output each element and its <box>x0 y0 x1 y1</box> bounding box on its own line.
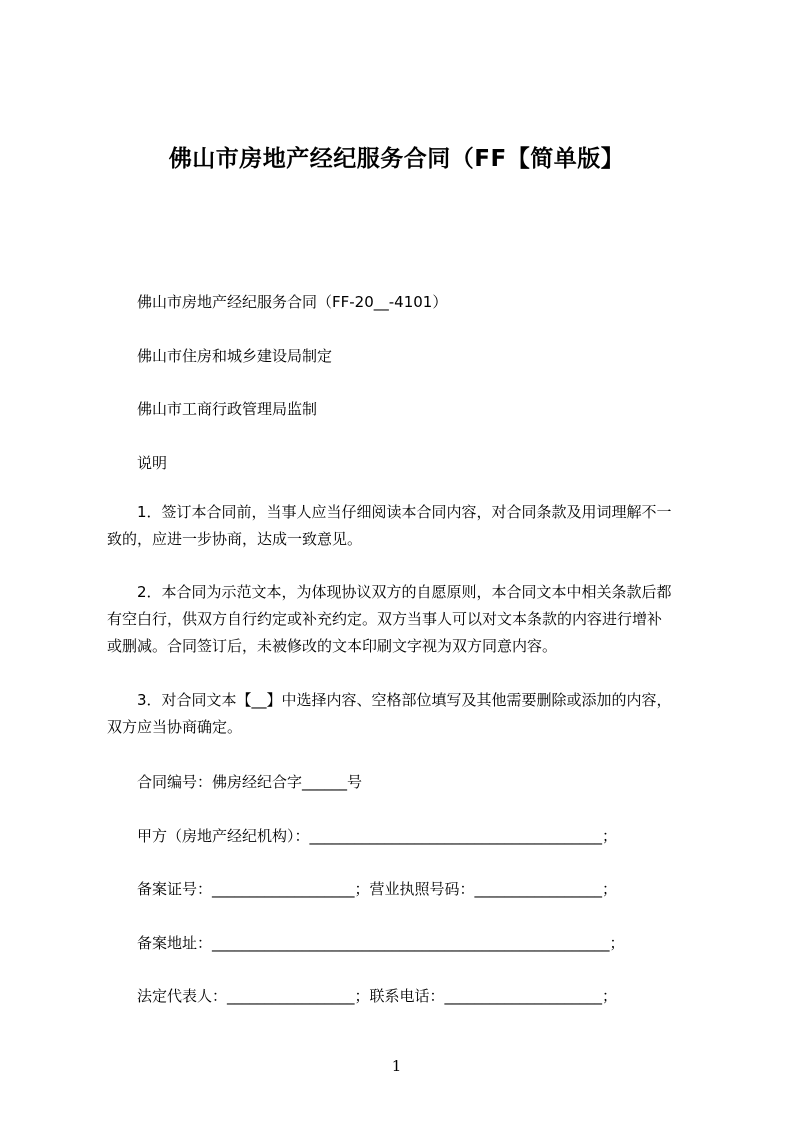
contract-code-line: 佛山市房地产经纪服务合同（FF-20__-4101） <box>137 293 448 311</box>
instruction-item-1 <box>107 499 711 553</box>
document-title: 佛山市房地产经纪服务合同（FF【简单版】 <box>168 146 625 172</box>
instruction-item-2 <box>107 579 711 660</box>
instruction-2-line-2: 有空白行，供双方自行约定或补充约定。双方当事人可以对文本条款的内容进行增补 <box>107 610 663 628</box>
legal-representative-field: 法定代表人：_________________；联系电话：_____________________； <box>137 987 618 1005</box>
instruction-item-3 <box>107 687 711 741</box>
instruction-3-line-1: 3．对合同文本【__】中选择内容、空格部位填写及其他需要删除或添加的内容， <box>137 691 672 709</box>
instruction-1-line-2: 致的，应进一步协商，达成一致意见。 <box>107 530 363 548</box>
issuer-line: 佛山市住房和城乡建设局制定 <box>137 347 333 365</box>
page-number: 1 <box>391 1057 402 1075</box>
party-a-field: 甲方（房地产经纪机构）：_______________________________________； <box>137 827 618 845</box>
registered-address-field: 备案地址：_____________________________________________________； <box>137 934 625 952</box>
instruction-2-line-3: 或删减。合同签订后，未被修改的文本印刷文字视为双方同意内容。 <box>107 637 558 655</box>
supervisor-line: 佛山市工商行政管理局监制 <box>137 400 318 418</box>
instruction-1-line-1: 1．签订本合同前，当事人应当仔细阅读本合同内容，对合同条款及用词理解不一 <box>137 503 672 521</box>
instruction-2-line-1: 2．本合同为示范文本，为体现协议双方的自愿原则，本合同文本中相关条款后都 <box>137 583 672 601</box>
instructions-heading: 说明 <box>137 454 168 472</box>
instruction-3-line-2: 双方应当协商确定。 <box>107 718 243 736</box>
registration-license-field: 备案证号：___________________；营业执照号码：_________________； <box>137 880 618 898</box>
contract-number-field: 合同编号：佛房经纪合字______号 <box>137 773 363 791</box>
